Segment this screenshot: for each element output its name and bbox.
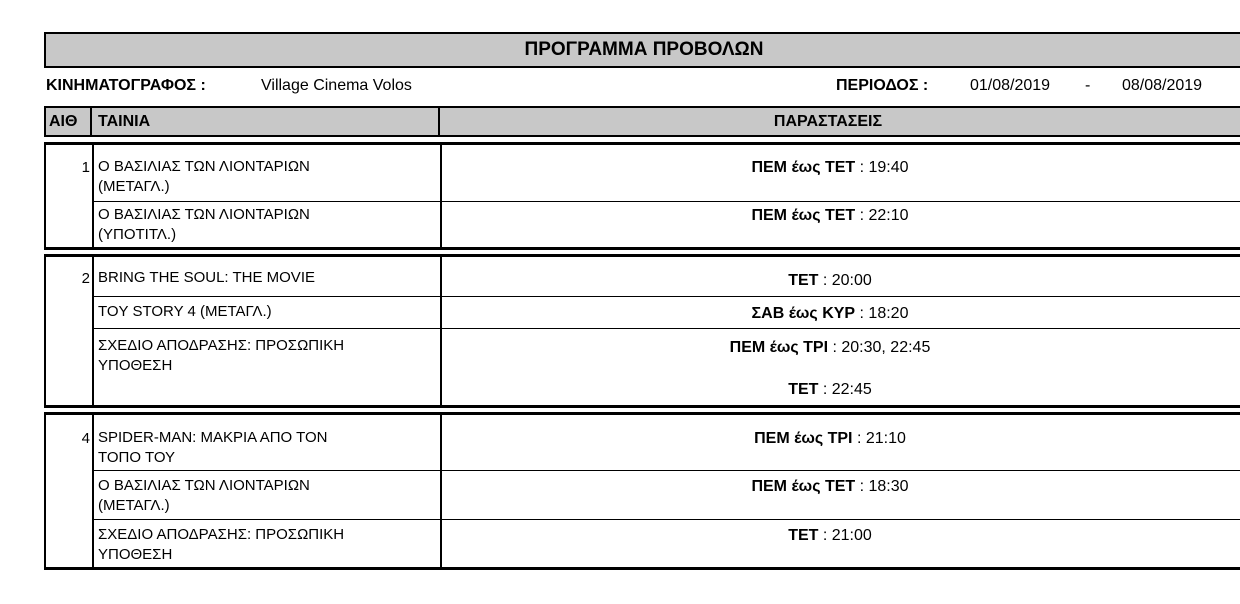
row-divider [92, 519, 1240, 520]
hall-column-divider [92, 257, 94, 405]
show-times: : 22:45 [818, 381, 872, 398]
hall-group [44, 142, 1240, 250]
row-divider [92, 296, 1240, 297]
film-title-line1: Ο ΒΑΣΙΛΙΑΣ ΤΩΝ ΛΙΟΝΤΑΡΙΩΝ [98, 158, 310, 175]
show-days: ΣΑΒ έως ΚΥΡ [751, 305, 856, 322]
film-title-line1: TOY STORY 4 (ΜΕΤΑΓΛ.) [98, 303, 272, 320]
period-from: 01/08/2019 [970, 77, 1051, 94]
period-separator: - [1085, 77, 1091, 94]
page-title: ΠΡΟΓΡΑΜΜΑ ΠΡΟΒΟΛΩΝ [44, 32, 1240, 68]
showtime [442, 381, 1218, 399]
show-times: : 18:30 [855, 478, 909, 495]
show-times: : 21:10 [852, 430, 906, 447]
film-title [98, 525, 398, 565]
film-title [98, 268, 398, 288]
hall-group [44, 412, 1240, 570]
film-title [98, 336, 398, 376]
show-days: ΠΕΜ έως ΤΕΤ [751, 207, 856, 224]
showtime [442, 339, 1218, 357]
film-title [98, 302, 398, 322]
show-times: : 22:10 [855, 207, 909, 224]
hall-group [44, 254, 1240, 408]
show-times: : 18:20 [855, 305, 909, 322]
film-title-line1: Ο ΒΑΣΙΛΙΑΣ ΤΩΝ ΛΙΟΝΤΑΡΙΩΝ [98, 477, 310, 494]
film-title-line1: ΣΧΕΔΙΟ ΑΠΟΔΡΑΣΗΣ: ΠΡΟΣΩΠΙΚΗ [98, 337, 345, 354]
hall-column-divider [92, 415, 94, 567]
film-title [98, 428, 398, 468]
film-title-line2: ΥΠΟΘΕΣΗ [98, 357, 173, 374]
film-title-line1: Ο ΒΑΣΙΛΙΑΣ ΤΩΝ ΛΙΟΝΤΑΡΙΩΝ [98, 206, 310, 223]
show-times: : 20:00 [818, 272, 872, 289]
film-title [98, 476, 398, 516]
column-header-hall: ΑΙΘ [44, 106, 92, 137]
show-days: ΤΕΤ [788, 272, 819, 289]
period-label: ΠΕΡΙΟΔΟΣ : [836, 77, 929, 94]
show-times: : 19:40 [855, 159, 909, 176]
period-to: 08/08/2019 [1122, 77, 1203, 94]
hall-column-divider [92, 145, 94, 247]
show-days: ΠΕΜ έως ΤΕΤ [751, 478, 856, 495]
film-title-line2: (ΜΕΤΑΓΛ.) [98, 178, 170, 195]
show-days: ΠΕΜ έως ΤΕΤ [751, 159, 856, 176]
hall-number: 4 [81, 430, 90, 447]
showtime [442, 305, 1218, 323]
film-title-line1: BRING THE SOUL: THE MOVIE [98, 269, 315, 286]
film-title-line2: (ΜΕΤΑΓΛ.) [98, 497, 170, 514]
show-times: : 21:00 [818, 527, 872, 544]
showtime [442, 207, 1218, 225]
cinema-label: ΚΙΝΗΜΑΤΟΓΡΑΦΟΣ : [46, 77, 206, 94]
show-days: ΠΕΜ έως ΤΡΙ [754, 430, 853, 447]
showtime [442, 527, 1218, 545]
row-divider [92, 328, 1240, 329]
film-title [98, 157, 398, 197]
showtime [442, 159, 1218, 177]
row-divider [92, 201, 1240, 202]
hall-number: 1 [81, 159, 90, 176]
column-header-shows: ΠΑΡΑΣΤΑΣΕΙΣ [440, 106, 1240, 137]
row-divider [92, 470, 1240, 471]
showtime [442, 430, 1218, 448]
showtime [442, 478, 1218, 496]
film-title-line2: (ΥΠΟΤΙΤΛ.) [98, 226, 177, 243]
film-title-line1: SPIDER-MAN: ΜΑΚΡΙΑ ΑΠΟ ΤΟΝ [98, 429, 328, 446]
film-title-line2: ΤΟΠΟ ΤΟΥ [98, 449, 176, 466]
show-days: ΤΕΤ [788, 381, 819, 398]
show-days: ΤΕΤ [788, 527, 819, 544]
hall-number: 2 [81, 270, 90, 287]
film-title-line2: ΥΠΟΘΕΣΗ [98, 546, 173, 563]
column-header-film: ΤΑΙΝΙΑ [92, 106, 440, 137]
film-title-line1: ΣΧΕΔΙΟ ΑΠΟΔΡΑΣΗΣ: ΠΡΟΣΩΠΙΚΗ [98, 526, 345, 543]
show-times: : 20:30, 22:45 [828, 339, 931, 356]
show-days: ΠΕΜ έως ΤΡΙ [729, 339, 829, 356]
film-title [98, 205, 398, 245]
showtime [442, 272, 1218, 290]
cinema-name: Village Cinema Volos [261, 77, 412, 94]
